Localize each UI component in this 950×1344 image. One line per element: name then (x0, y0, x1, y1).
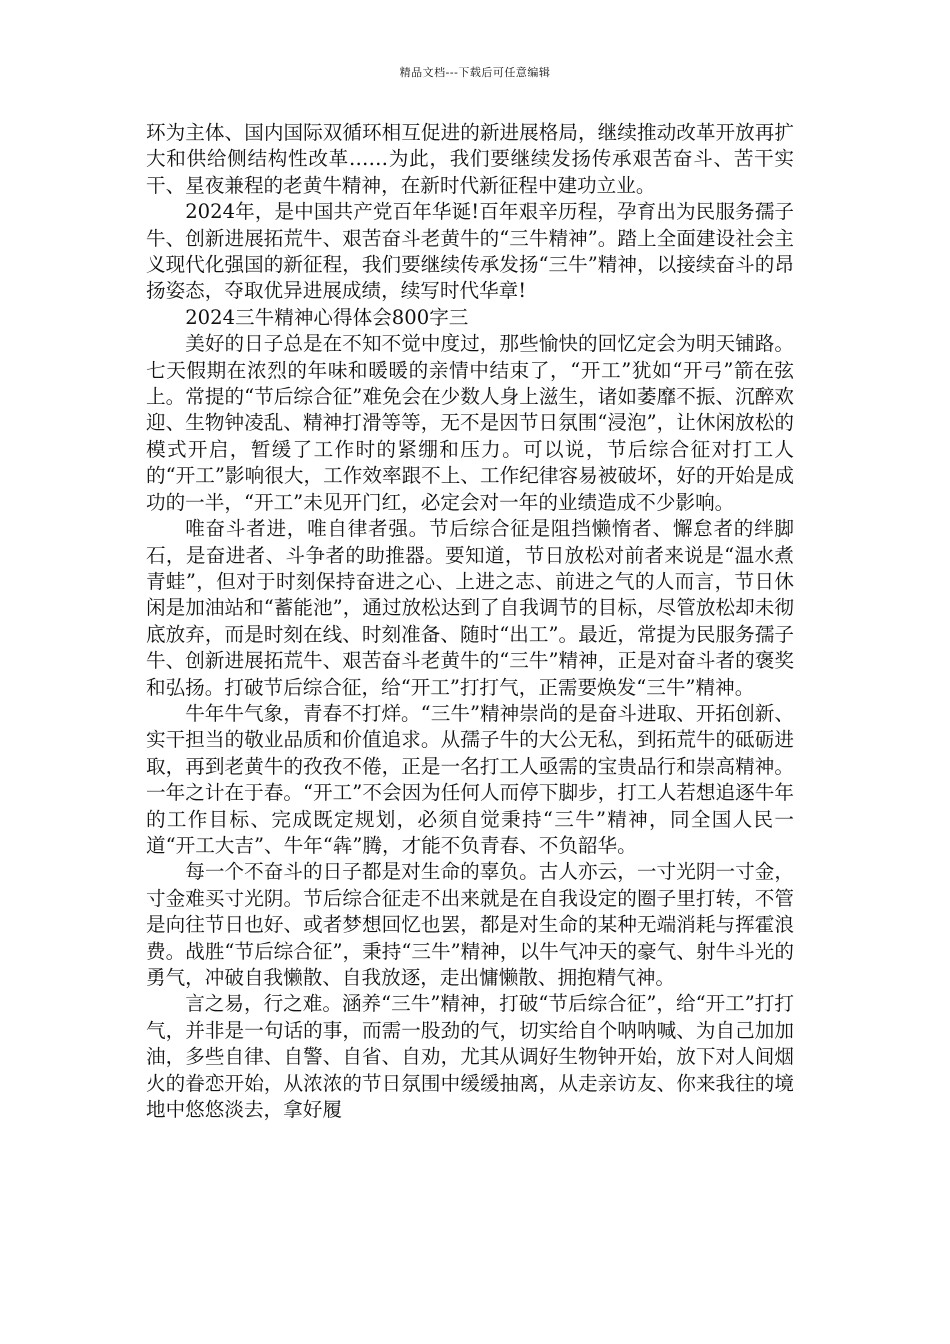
paragraph: 牛年牛气象，青春不打烊。“三牛”精神崇尚的是奋斗进取、开拓创新、实干担当的敬业品质和价值追求。从孺子牛的大公无私，到拓荒牛的砥砺进取，再到老黄牛的孜孜不倦，正是一名打工人亟需的宝贵品行和崇高精神。一年之计在于春。“开工”不会因为任何人而停下脚步，打工人若想追逐牛年的工作目标、完成既定规划，必须自觉秉持“三牛”精神，同全国人民一道“开工大吉”、牛年“犇”腾，才能不负青春、不负韶华。 (146, 701, 794, 857)
document-body (146, 120, 794, 1123)
paragraph: 每一个不奋斗的日子都是对生命的辜负。古人亦云，一寸光阴一寸金，寸金难买寸光阴。节后综合征走不出来就是在自我设定的圈子里打转，不管是向往节日也好、或者梦想回忆也罢，都是对生命的某种无端消耗与挥霍浪费。战胜“节后综合征”，秉持“三牛”精神，以牛气冲天的豪气、射牛斗光的勇气，冲破自我懒散、自我放逐，走出慵懒散、拥抱精气神。 (146, 860, 794, 989)
paragraph: 美好的日子总是在不知不觉中度过，那些愉快的回忆定会为明天铺路。七天假期在浓烈的年味和暖暖的亲情中结束了，“开工”犹如“开弓”箭在弦上。常提的“节后综合征”难免会在少数人身上滋生，诸如萎靡不振、沉醉欢迎、生物钟凌乱、精神打滑等等，无不是因节日氛围“浸泡”，让休闲放松的模式开启，暂缓了工作时的紧绷和压力。可以说，节后综合征对打工人的“开工”影响很大，工作效率跟不上、工作纪律容易被破坏，好的开始是成功的一半，“开工”未见开门红，必定会对一年的业绩造成不少影响。 (146, 332, 794, 514)
section-heading: 2024三牛精神心得体会800字三 (185, 305, 469, 329)
paragraph: 唯奋斗者进，唯自律者强。节后综合征是阻挡懒惰者、懈怠者的绊脚石，是奋进者、斗争者的助推器。要知道，节日放松对前者来说是“温水煮青蛙”，但对于时刻保持奋进之心、上进之志、前进之气的人而言，节日休闲是加油站和“蓄能池”，通过放松达到了自我调节的目标，尽管放松却未彻底放弃，而是时刻在线、时刻准备、随时“出工”。最近，常提为民服务孺子牛、创新进展拓荒牛、艰苦奋斗老黄牛的“三牛”精神，正是对奋斗者的褒奖和弘扬。打破节后综合征，给“开工”打打气，正需要焕发“三牛”精神。 (146, 517, 794, 699)
paragraph: 2024年，是中国共产党百年华诞!百年艰辛历程，孕育出为民服务孺子牛、创新进展拓荒牛、艰苦奋斗老黄牛的“三牛精神”。踏上全面建设社会主义现代化强国的新征程，我们要继续传承发扬“三牛”精神，以接续奋斗的昂扬姿态，夺取优异进展成绩，续写时代华章! (146, 200, 794, 303)
page-header: 精品文档---下载后可任意编辑 (399, 66, 551, 79)
paragraph-continuation: 环为主体、国内国际双循环相互促进的新进展格局，继续推动改革开放再扩大和供给侧结构性改革……为此，我们要继续发扬传承艰苦奋斗、苦干实干、星夜兼程的老黄牛精神，在新时代新征程中建功立业。 (146, 121, 794, 197)
paragraph: 言之易，行之难。涵养“三牛”精神，打破“节后综合征”，给“开工”打打气，并非是一句话的事，而需一股劲的气，切实给自个呐呐喊、为自己加加油，多些自律、自警、自省、自劝，尤其从调好生物钟开始，放下对人间烟火的眷恋开始，从浓浓的节日氛围中缓缓抽离，从走亲访友、你来我往的境地中悠悠淡去，拿好履 (146, 992, 794, 1122)
